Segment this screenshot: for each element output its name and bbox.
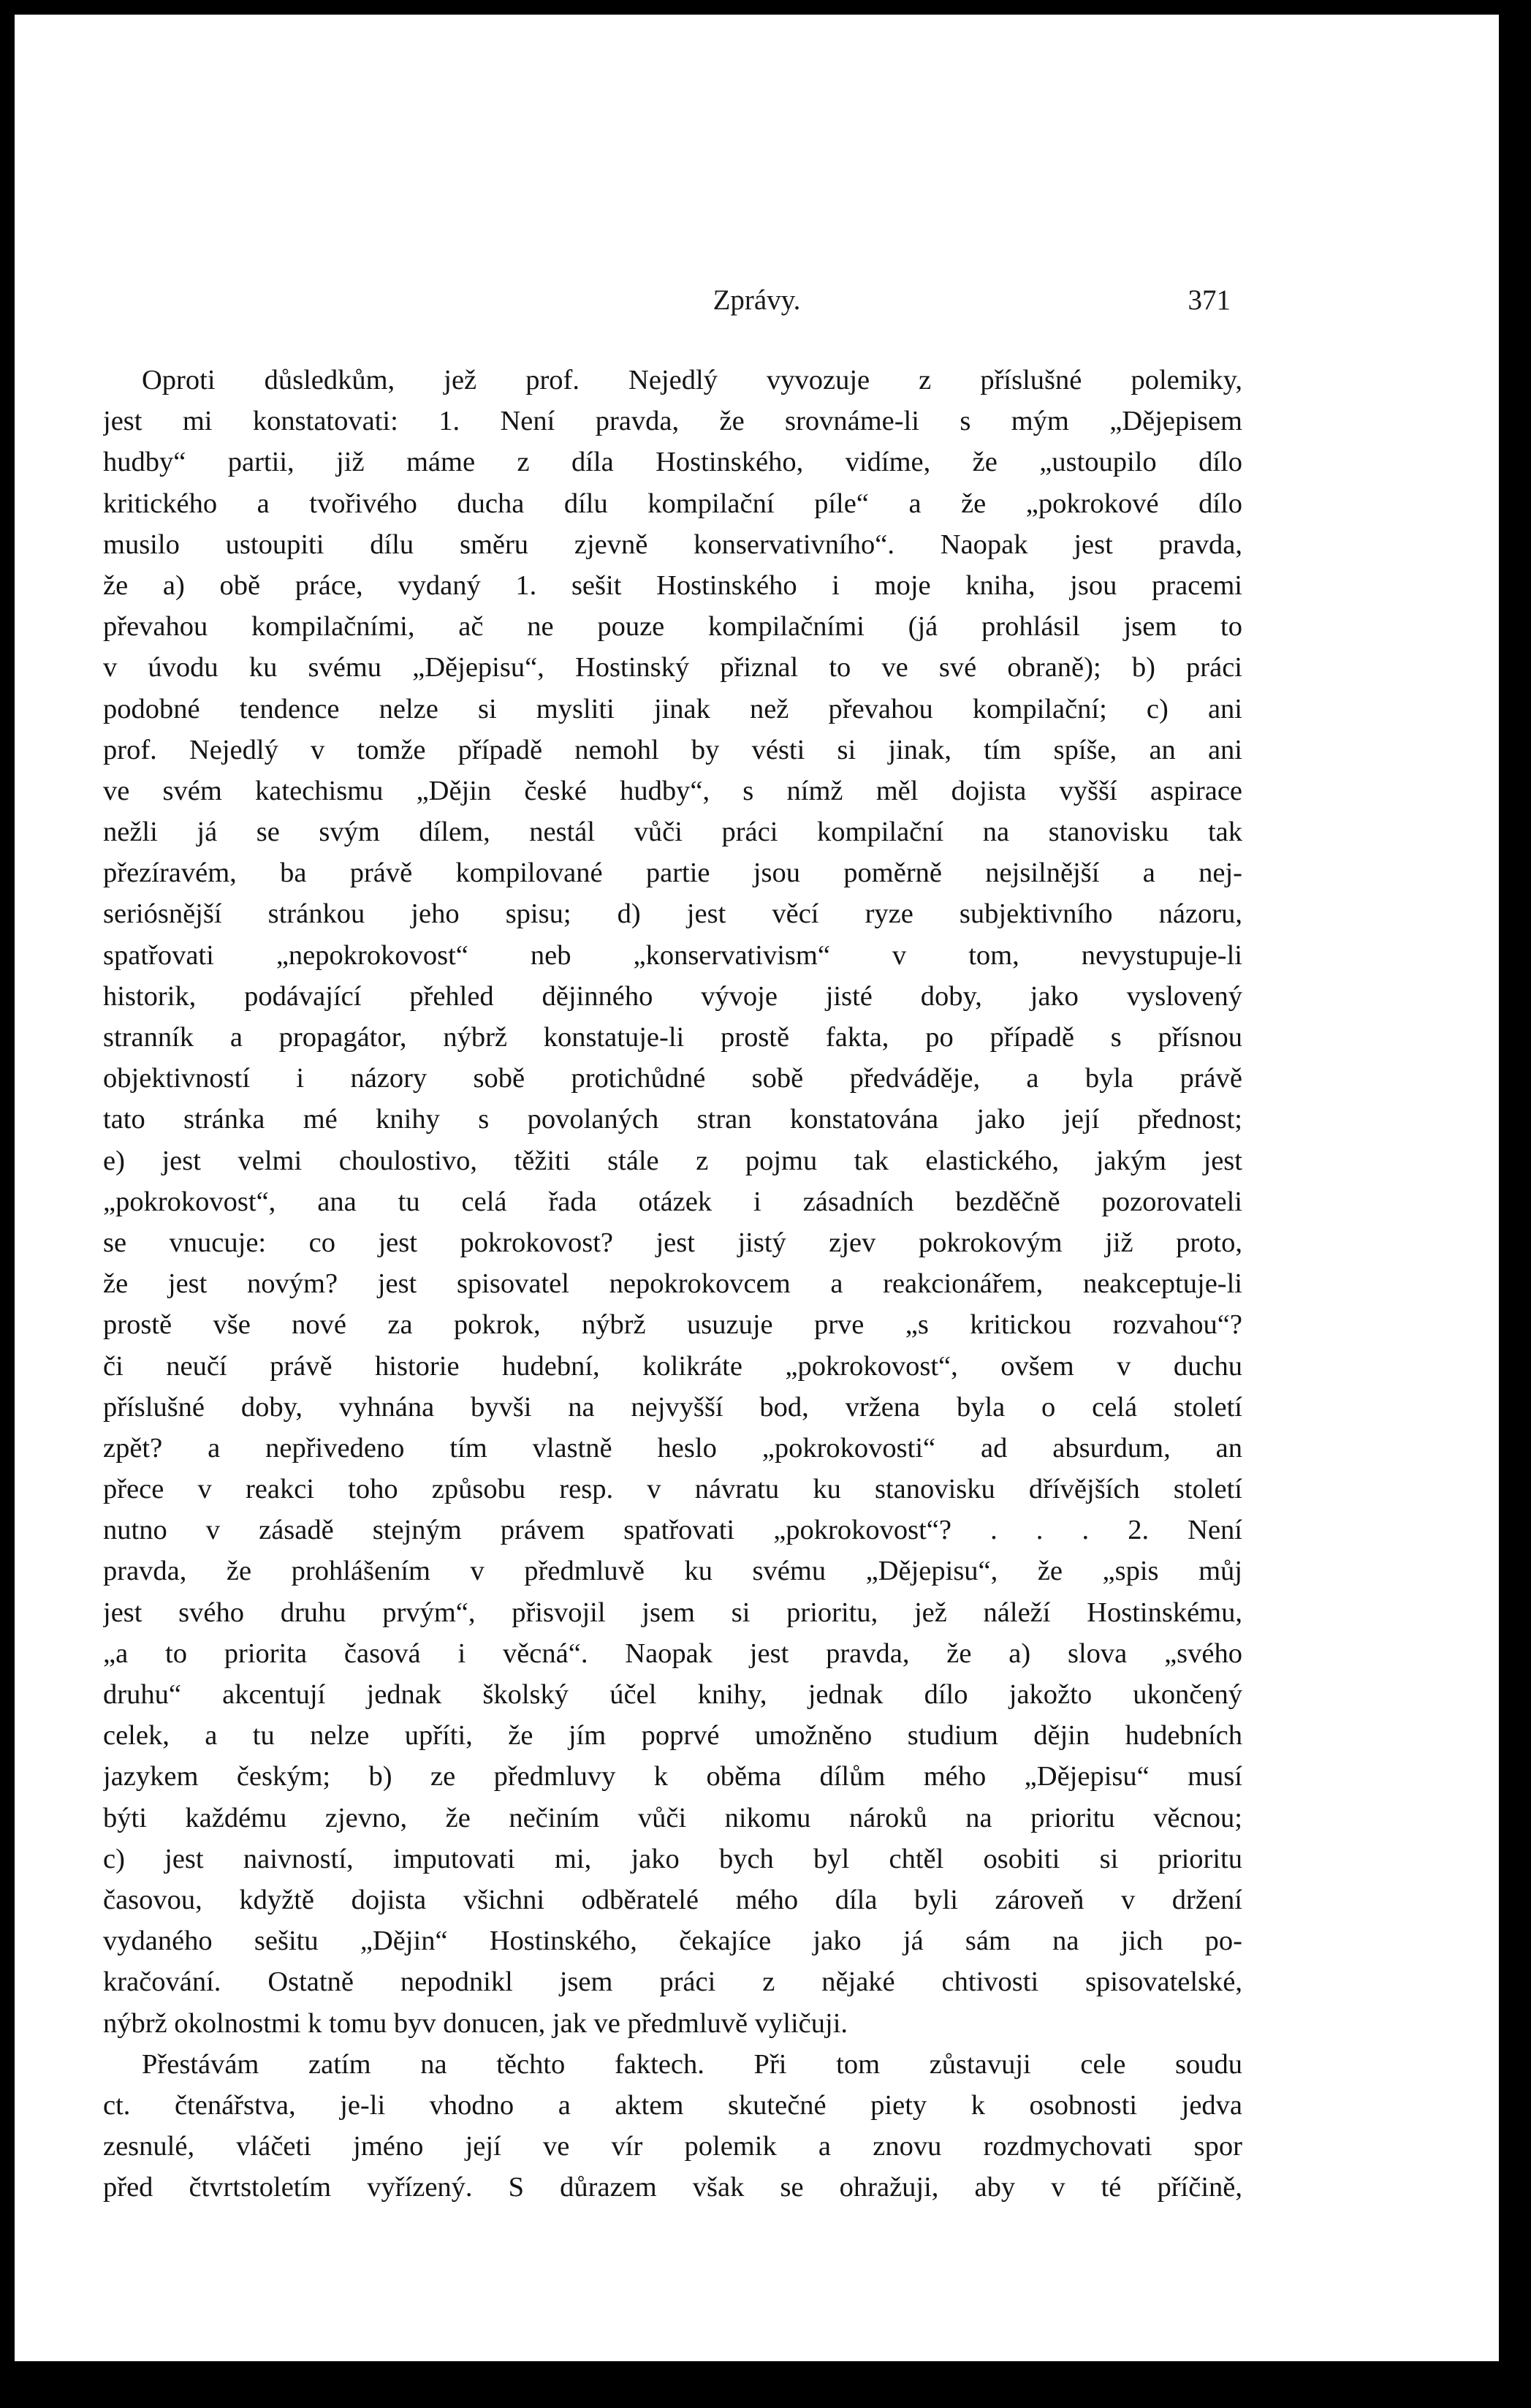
text-line: seriósnější stránkou jeho spisu; d) jest věcí ryze subjektivního názoru, [103,898,1242,930]
text-line: nýbrž okolnostmi k tomu byv donucen, jak ve předmluvě vyličuji. [103,2007,848,2039]
text-line: tato stránka mé knihy s povolaných stran konstatována jako její přednost; [103,1104,1242,1135]
text-line: „pokrokovost“, ana tu celá řada otázek i zásadních bezděčně pozorovateli [103,1186,1242,1217]
text-line: nutno v zásadě stejným právem spatřovati „pokrokovost“? . . . 2. Není [103,1515,1242,1546]
text-line: před čtvrtstoletím vyřízený. S důrazem však se ohražuji, aby v té příčině, [103,2172,1242,2203]
text-line: že a) obě práce, vydaný 1. sešit Hostinského i moje kniha, jsou pracemi [103,569,1242,601]
text-line: historik, podávající přehled dějinného vývoje jisté doby, jako vyslovený [103,980,1242,1012]
text-line: vydaného sešitu „Dějin“ Hostinského, čekajíce jako já sám na jich po- [103,1926,1242,1957]
text-line: ct. čtenářstva, je-li vhodno a aktem skutečné piety k osobnosti jedva [103,2089,1242,2121]
scan-border [1499,0,1531,2408]
page-number: 371 [1188,284,1231,316]
text-line: převahou kompilačními, ač ne pouze kompilačními (já prohlásil jsem to [103,611,1242,643]
text-line: ve svém katechismu „Dějin české hudby“, s nímž měl dojista vyšší aspirace [103,775,1242,806]
text-line: přezíravém, ba právě kompilované partie jsou poměrně nejsilnější a nej- [103,857,1242,889]
text-line: podobné tendence nelze si mysliti jinak než převahou kompilační; c) ani [103,693,1242,724]
text-line: Oproti důsledkům, jež prof. Nejedlý vyvozuje z příslušné polemiky, [142,365,1242,395]
text-line: prostě vše nové za pokrok, nýbrž usuzuje prve „s kritickou rozvahou“? [103,1309,1242,1341]
text-line: zpět? a nepřivedeno tím vlastně heslo „pokrokovosti“ ad absurdum, an [103,1432,1242,1464]
text-line: že jest novým? jest spisovatel nepokrokovcem a reakcionářem, neakceptuje-li [103,1268,1242,1300]
text-line: „a to priorita časová i věcná“. Naopak jest pravda, že a) slova „svého [103,1637,1242,1669]
text-line: zesnulé, vláčeti jméno její ve vír polemik a znovu rozdmychovati spor [103,2131,1242,2162]
text-line: jest mi konstatovati: 1. Není pravda, že srovnáme-li s mým „Dějepisem [103,406,1242,437]
paragraph [103,2044,1242,2208]
body-text [103,360,1242,2208]
text-line: spatřovati „nepokrokovost“ neb „konservativism“ v tom, nevystupuje-li [103,939,1242,971]
text-line: kračování. Ostatně nepodnikl jsem práci z nějaké chtivosti spisovatelské, [103,1966,1242,1998]
text-line: nežli já se svým dílem, nestál vůči práci kompilační na stanovisku tak [103,817,1242,848]
text-line: či neučí právě historie hudební, kolikráte „pokrokovost“, ovšem v duchu [103,1350,1242,1382]
text-line: druhu“ akcentují jednak školský účel knihy, jednak dílo jakožto ukončený [103,1679,1242,1710]
text-line: celek, a tu nelze upříti, že jím poprvé umožněno studium dějin hudebních [103,1720,1242,1752]
text-line: časovou, kdyžtě dojista všichni odběratelé mého díla byli zároveň v držení [103,1884,1242,1915]
text-line: jazykem českým; b) ze předmluvy k oběma dílům mého „Dějepisu“ musí [103,1761,1242,1792]
text-line: musilo ustoupiti dílu směru zjevně konservativního“. Naopak jest pravda, [103,529,1242,560]
text-line: příslušné doby, vyhnána byvši na nejvyšší bod, vržena byla o celá století [103,1391,1242,1423]
text-line: pravda, že prohlášením v předmluvě ku svému „Dějepisu“, že „spis můj [103,1556,1242,1587]
text-line: Přestávám zatím na těchto faktech. Při tom zůstavuji cele soudu [142,2048,1242,2080]
text-line: přece v reakci toho způsobu resp. v návratu ku stanovisku dřívějších století [103,1474,1242,1505]
text-line: objektivností i názory sobě protichůdné sobě předváděje, a byla právě [103,1063,1242,1094]
document-page [15,15,1499,2361]
text-line: v úvodu ku svému „Dějepisu“, Hostinský přiznal to ve své obraně); b) práci [103,652,1242,684]
text-line: e) jest velmi choulostivo, těžiti stále z pojmu tak elastického, jakým jest [103,1145,1242,1176]
text-line: prof. Nejedlý v tomže případě nemohl by vésti si jinak, tím spíše, an ani [103,734,1242,765]
text-line: se vnucuje: co jest pokrokovost? jest jistý zjev pokrokovým již proto, [103,1227,1242,1258]
paragraph [103,360,1242,2044]
running-title: Zprávy. [713,284,801,316]
text-line: hudby“ partii, již máme z díla Hostinského, vidíme, že „ustoupilo dílo [103,447,1242,478]
text-line: jest svého druhu prvým“, přisvojil jsem si prioritu, jež náleží Hostinskému, [103,1597,1242,1628]
text-line: kritického a tvořivého ducha dílu kompilační píle“ a že „pokrokové dílo [103,488,1242,519]
text-line: býti každému zjevno, že nečiním vůči nikomu nároků na prioritu věcnou; [103,1802,1242,1833]
text-line: c) jest naivností, imputovati mi, jako bych byl chtěl osobiti si prioritu [103,1843,1242,1874]
page-header [15,284,1499,327]
text-line: stranník a propagátor, nýbrž konstatuje-li prostě fakta, po případě s přísnou [103,1022,1242,1053]
